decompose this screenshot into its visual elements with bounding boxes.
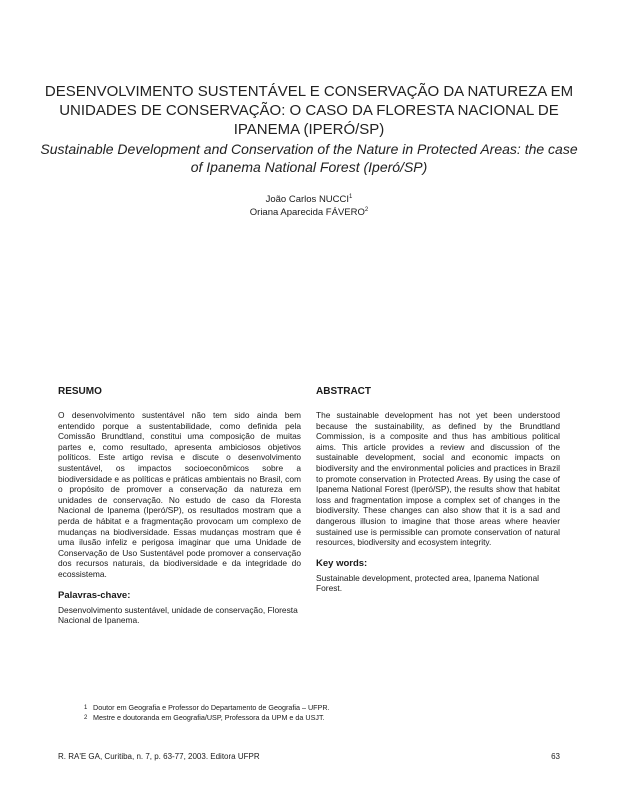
palavras-chave-heading: Palavras-chave: — [58, 589, 131, 601]
footnote-2 — [84, 713, 564, 723]
key-words-heading: Key words: — [316, 557, 368, 569]
palavras-chave-text: Desenvolvimento sustentável, unidade de conservação, Floresta Nacional de Ipanema. — [58, 604, 298, 626]
title-portuguese: DESENVOLVIMENTO SUSTENTÁVEL E CONSERVAÇÃO DA NATUREZA EM UNIDADES DE CONSERVAÇÃO: O CASO DA FLORESTA NACIONAL DE IPANEMA (IPERÓ/SP) — [44, 83, 574, 138]
author-footnote-mark: 1 — [349, 193, 353, 200]
page-number: 63 — [551, 752, 560, 761]
journal-citation: R. RA'E GA, Curitiba, n. 7, p. 63-77, 2003. Editora UFPR — [58, 752, 260, 761]
footnote-number: 2 — [84, 715, 88, 721]
resumo-heading: RESUMO — [58, 386, 102, 397]
resumo-text: O desenvolvimento sustentável não tem sido ainda bem entendido porque a sustentabilidade, como definida pela Comissão Brundtland, constitui uma composição de muitas partes e, como resultado, apresenta ambiciosos objetivos políticos. Este artigo revisa e discute o desenvolvimento sustentável, os impactos socioeconômicos sobre a biodiversidade e as políticas e práticas ambientais no Brasil, com o propósito de promover a conservação da natureza em unidades de conservação. No estudo de caso da Floresta Nacional de Ipanema (Iperó/SP), os resultados mostram que a perda de hábitat e a fragmentação provocam um complexo de mudanças na biodiversidade. Essas mudanças mostram que é uma ilusão infeliz e perigosa imaginar que uma Unidade de Conservação de Uso Sustentável pode promover a conservação dos recursos naturais, da biodiversidade e da integridade do ecossistema. — [58, 410, 301, 579]
footnote-text: Doutor em Geografia e Professor do Departamento de Geografia – UFPR. — [93, 703, 330, 712]
author-2 — [0, 206, 618, 219]
footnotes — [84, 703, 564, 723]
abstract-text: The sustainable development has not yet been understood because the sustainability, as defined by the Brundtland Commission, is a composite and thus has ambitious political aims. This article provides a review and discussion of the sustainable development, social and economic impacts on biodiversity and the environmental policies and practices in Brazil to promote conservation in Protected Areas. By using the case of Ipanema National Forest (Iperó/SP), the results show that habitat loss and fragmentation impose a complex set of changes in the biodiversity. These changes can also show that it is a sad and dangerous illusion to imagine that those areas where heavier sustained use is permissible can promote conservation of natural resources, biodiversity and ecosystem integrity. — [316, 410, 560, 548]
abstract-column — [316, 385, 560, 594]
author-1 — [0, 193, 618, 206]
footnote-text: Mestre e doutoranda em Geografia/USP, Professora da UPM e da USJT. — [93, 713, 325, 722]
footnote-1 — [84, 703, 564, 713]
abstract-heading: ABSTRACT — [316, 386, 371, 397]
author-name: João Carlos NUCCI — [265, 194, 350, 205]
key-words-text: Sustainable development, protected area, Ipanema National Forest. — [316, 572, 540, 594]
title-english: Sustainable Development and Conservation of the Nature in Protected Areas: the case of Ipanema National Forest (Iperó/SP) — [40, 141, 578, 175]
resumo-column — [58, 385, 301, 626]
footnote-number: 1 — [84, 705, 88, 711]
author-name: Oriana Aparecida FÁVERO — [249, 207, 365, 218]
authors-block — [0, 193, 618, 219]
author-footnote-mark: 2 — [364, 206, 369, 213]
